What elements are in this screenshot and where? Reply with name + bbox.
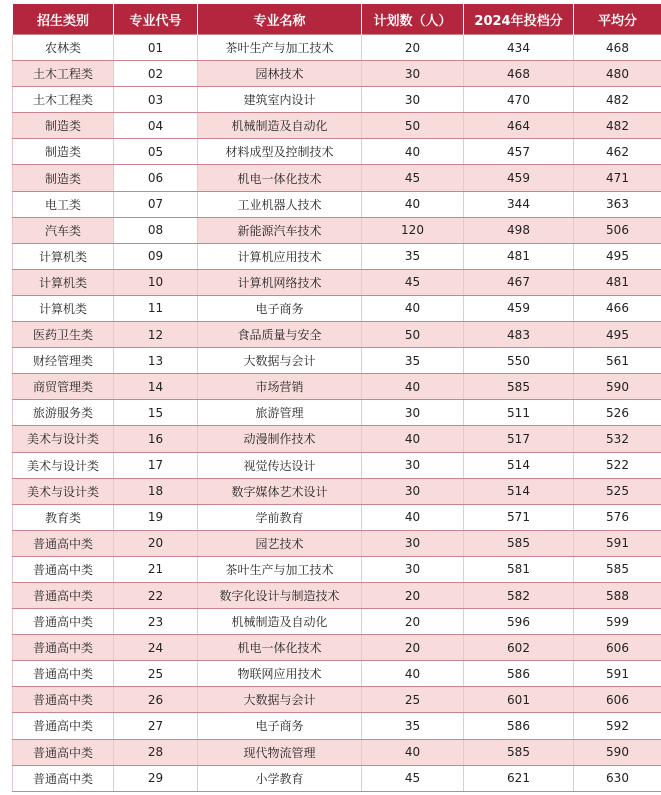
cell-major: 现代物流管理 (198, 739, 362, 765)
cell-plan: 40 (362, 426, 464, 452)
cell-category: 普通高中类 (13, 582, 114, 608)
cell-plan: 20 (362, 582, 464, 608)
cell-category: 普通高中类 (13, 556, 114, 582)
header-row (13, 4, 661, 35)
cell-plan: 50 (362, 113, 464, 139)
header-category: 招生类别 (13, 4, 114, 35)
cell-score: 467 (464, 269, 574, 295)
cell-major: 小学教育 (198, 765, 362, 791)
cell-score: 498 (464, 217, 574, 243)
table-row (13, 478, 661, 504)
cell-score: 434 (464, 35, 574, 61)
cell-code: 07 (114, 191, 198, 217)
cell-score: 517 (464, 426, 574, 452)
cell-code: 16 (114, 426, 198, 452)
cell-code: 22 (114, 582, 198, 608)
cell-major: 机电一体化技术 (198, 635, 362, 661)
cell-plan: 40 (362, 504, 464, 530)
cell-category: 普通高中类 (13, 530, 114, 556)
cell-major: 学前教育 (198, 504, 362, 530)
table-row (13, 191, 661, 217)
cell-average: 532 (574, 426, 661, 452)
cell-plan: 40 (362, 374, 464, 400)
table-row (13, 87, 661, 113)
cell-code: 06 (114, 165, 198, 191)
cell-category: 普通高中类 (13, 739, 114, 765)
cell-category: 电工类 (13, 191, 114, 217)
cell-score: 586 (464, 713, 574, 739)
cell-major: 大数据与会计 (198, 348, 362, 374)
cell-average: 592 (574, 713, 661, 739)
cell-code: 03 (114, 87, 198, 113)
cell-average: 462 (574, 139, 661, 165)
table-row (13, 295, 661, 321)
cell-score: 511 (464, 400, 574, 426)
cell-plan: 120 (362, 217, 464, 243)
cell-plan: 40 (362, 139, 464, 165)
cell-score: 596 (464, 609, 574, 635)
cell-major: 食品质量与安全 (198, 322, 362, 348)
cell-major: 市场营销 (198, 374, 362, 400)
cell-code: 01 (114, 35, 198, 61)
cell-score: 514 (464, 478, 574, 504)
cell-code: 10 (114, 269, 198, 295)
cell-code: 04 (114, 113, 198, 139)
cell-major: 园林技术 (198, 61, 362, 87)
cell-plan: 30 (362, 452, 464, 478)
cell-code: 19 (114, 504, 198, 530)
admission-table (12, 4, 661, 792)
cell-plan: 40 (362, 191, 464, 217)
cell-average: 481 (574, 269, 661, 295)
table-row (13, 243, 661, 269)
cell-plan: 30 (362, 400, 464, 426)
cell-average: 466 (574, 295, 661, 321)
cell-code: 26 (114, 687, 198, 713)
cell-score: 344 (464, 191, 574, 217)
table-row (13, 661, 661, 687)
cell-major: 建筑室内设计 (198, 87, 362, 113)
cell-code: 27 (114, 713, 198, 739)
table-row (13, 374, 661, 400)
cell-category: 美术与设计类 (13, 426, 114, 452)
cell-average: 591 (574, 661, 661, 687)
cell-major: 茶叶生产与加工技术 (198, 35, 362, 61)
table-row (13, 687, 661, 713)
cell-category: 普通高中类 (13, 661, 114, 687)
cell-major: 计算机应用技术 (198, 243, 362, 269)
cell-average: 495 (574, 243, 661, 269)
cell-code: 23 (114, 609, 198, 635)
cell-average: 585 (574, 556, 661, 582)
cell-plan: 45 (362, 269, 464, 295)
cell-category: 计算机类 (13, 243, 114, 269)
cell-plan: 25 (362, 687, 464, 713)
cell-plan: 40 (362, 661, 464, 687)
cell-major: 茶叶生产与加工技术 (198, 556, 362, 582)
cell-plan: 30 (362, 61, 464, 87)
cell-plan: 35 (362, 243, 464, 269)
cell-score: 586 (464, 661, 574, 687)
cell-category: 土木工程类 (13, 87, 114, 113)
cell-category: 普通高中类 (13, 713, 114, 739)
cell-plan: 40 (362, 295, 464, 321)
cell-score: 459 (464, 295, 574, 321)
table-row (13, 139, 661, 165)
cell-category: 汽车类 (13, 217, 114, 243)
table-row (13, 35, 661, 61)
cell-average: 495 (574, 322, 661, 348)
cell-plan: 30 (362, 478, 464, 504)
cell-plan: 45 (362, 165, 464, 191)
table-row (13, 452, 661, 478)
table-row (13, 426, 661, 452)
cell-plan: 30 (362, 556, 464, 582)
cell-code: 09 (114, 243, 198, 269)
table-row (13, 504, 661, 530)
cell-average: 561 (574, 348, 661, 374)
header-major: 专业名称 (198, 4, 362, 35)
cell-score: 470 (464, 87, 574, 113)
header-code: 专业代号 (114, 4, 198, 35)
cell-category: 商贸管理类 (13, 374, 114, 400)
header-score: 2024年投档分 (464, 4, 574, 35)
cell-major: 机械制造及自动化 (198, 113, 362, 139)
cell-average: 526 (574, 400, 661, 426)
table-row (13, 400, 661, 426)
cell-major: 电子商务 (198, 295, 362, 321)
cell-major: 机电一体化技术 (198, 165, 362, 191)
table-row (13, 765, 661, 791)
cell-score: 585 (464, 374, 574, 400)
cell-category: 普通高中类 (13, 687, 114, 713)
cell-score: 481 (464, 243, 574, 269)
cell-average: 630 (574, 765, 661, 791)
header-average: 平均分 (574, 4, 661, 35)
cell-score: 459 (464, 165, 574, 191)
cell-score: 468 (464, 61, 574, 87)
table-row (13, 217, 661, 243)
cell-average: 482 (574, 87, 661, 113)
cell-plan: 35 (362, 348, 464, 374)
cell-plan: 20 (362, 609, 464, 635)
cell-average: 482 (574, 113, 661, 139)
cell-code: 29 (114, 765, 198, 791)
cell-average: 591 (574, 530, 661, 556)
cell-plan: 30 (362, 530, 464, 556)
cell-average: 525 (574, 478, 661, 504)
cell-average: 480 (574, 61, 661, 87)
cell-average: 590 (574, 374, 661, 400)
cell-major: 物联网应用技术 (198, 661, 362, 687)
cell-major: 材料成型及控制技术 (198, 139, 362, 165)
cell-category: 美术与设计类 (13, 452, 114, 478)
cell-plan: 40 (362, 739, 464, 765)
cell-average: 576 (574, 504, 661, 530)
cell-score: 550 (464, 348, 574, 374)
header-plan: 计划数（人） (362, 4, 464, 35)
cell-average: 506 (574, 217, 661, 243)
cell-major: 计算机网络技术 (198, 269, 362, 295)
cell-score: 602 (464, 635, 574, 661)
cell-average: 522 (574, 452, 661, 478)
cell-average: 590 (574, 739, 661, 765)
cell-major: 园艺技术 (198, 530, 362, 556)
table-row (13, 269, 661, 295)
cell-score: 585 (464, 530, 574, 556)
cell-score: 601 (464, 687, 574, 713)
cell-score: 457 (464, 139, 574, 165)
cell-major: 旅游管理 (198, 400, 362, 426)
cell-major: 动漫制作技术 (198, 426, 362, 452)
cell-plan: 35 (362, 713, 464, 739)
table-row (13, 556, 661, 582)
cell-category: 美术与设计类 (13, 478, 114, 504)
cell-category: 旅游服务类 (13, 400, 114, 426)
cell-score: 464 (464, 113, 574, 139)
cell-major: 新能源汽车技术 (198, 217, 362, 243)
cell-score: 483 (464, 322, 574, 348)
cell-score: 571 (464, 504, 574, 530)
table-row (13, 582, 661, 608)
cell-code: 08 (114, 217, 198, 243)
cell-category: 计算机类 (13, 269, 114, 295)
cell-score: 621 (464, 765, 574, 791)
cell-major: 机械制造及自动化 (198, 609, 362, 635)
cell-category: 普通高中类 (13, 635, 114, 661)
cell-average: 588 (574, 582, 661, 608)
table-row (13, 635, 661, 661)
cell-category: 普通高中类 (13, 765, 114, 791)
cell-code: 05 (114, 139, 198, 165)
cell-major: 大数据与会计 (198, 687, 362, 713)
cell-plan: 50 (362, 322, 464, 348)
cell-score: 585 (464, 739, 574, 765)
cell-code: 28 (114, 739, 198, 765)
cell-average: 468 (574, 35, 661, 61)
cell-major: 视觉传达设计 (198, 452, 362, 478)
table-body (13, 35, 661, 792)
cell-code: 17 (114, 452, 198, 478)
cell-average: 471 (574, 165, 661, 191)
table-row (13, 113, 661, 139)
cell-plan: 30 (362, 87, 464, 113)
cell-average: 363 (574, 191, 661, 217)
cell-category: 制造类 (13, 139, 114, 165)
cell-major: 电子商务 (198, 713, 362, 739)
cell-plan: 45 (362, 765, 464, 791)
cell-category: 计算机类 (13, 295, 114, 321)
cell-major: 工业机器人技术 (198, 191, 362, 217)
cell-category: 农林类 (13, 35, 114, 61)
cell-category: 财经管理类 (13, 348, 114, 374)
cell-code: 25 (114, 661, 198, 687)
table-row (13, 322, 661, 348)
cell-code: 15 (114, 400, 198, 426)
cell-category: 医药卫生类 (13, 322, 114, 348)
cell-code: 12 (114, 322, 198, 348)
cell-score: 514 (464, 452, 574, 478)
cell-code: 02 (114, 61, 198, 87)
cell-code: 14 (114, 374, 198, 400)
cell-category: 教育类 (13, 504, 114, 530)
cell-code: 21 (114, 556, 198, 582)
table-row (13, 61, 661, 87)
cell-code: 24 (114, 635, 198, 661)
cell-major: 数字媒体艺术设计 (198, 478, 362, 504)
table-row (13, 739, 661, 765)
table-row (13, 165, 661, 191)
table-row (13, 348, 661, 374)
table-row (13, 713, 661, 739)
table-row (13, 530, 661, 556)
cell-plan: 20 (362, 35, 464, 61)
cell-plan: 20 (362, 635, 464, 661)
table-row (13, 609, 661, 635)
cell-average: 606 (574, 687, 661, 713)
cell-category: 土木工程类 (13, 61, 114, 87)
cell-major: 数字化设计与制造技术 (198, 582, 362, 608)
cell-code: 13 (114, 348, 198, 374)
cell-score: 581 (464, 556, 574, 582)
cell-category: 制造类 (13, 113, 114, 139)
cell-average: 606 (574, 635, 661, 661)
cell-average: 599 (574, 609, 661, 635)
cell-code: 20 (114, 530, 198, 556)
cell-category: 普通高中类 (13, 609, 114, 635)
cell-score: 582 (464, 582, 574, 608)
cell-category: 制造类 (13, 165, 114, 191)
cell-code: 18 (114, 478, 198, 504)
cell-code: 11 (114, 295, 198, 321)
